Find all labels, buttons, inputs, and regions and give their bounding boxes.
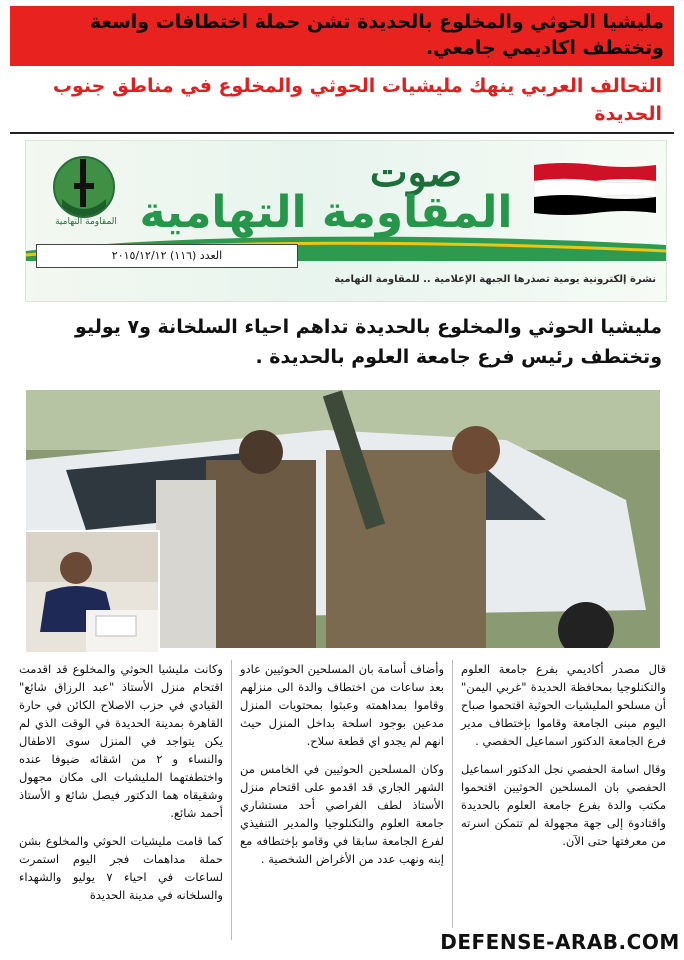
paragraph: كما قامت مليشيات الحوثي والمخلوع بشن حملة مداهمات فجر اليوم استمرت لساعات في احياء ٧ يوليو والشهداء والسلخانه في مدينة الحديدة [19, 834, 223, 902]
article-column-1 [453, 660, 674, 940]
paragraph: وكانت مليشيا الحوثي والمخلوع قد اقدمت اقتحام منزل الأستاذ "عبد الرزاق شائع" القيادي في حزب الاصلاح الكائن في حارة القاهرة بمدينة الحديدة في الوقت الذي لم يكن يتواجد في المنزل سوى الاطفال والنساء و ٢ من اشقائه ضيوفا عنده واختطفتهما المليشيات الى مكان مجهول وشقيقاه هما الدكتور فيصل شائع و الأستاذ أحمد شائع. [19, 662, 223, 820]
logo-caption: المقاومة التهامية [55, 217, 117, 227]
article-headline: مليشيا الحوثي والمخلوع بالحديدة تداهم احياء السلخانة و٧ يوليو وتختطف رئيس فرع جامعة العلوم بالحديدة . [75, 316, 662, 368]
issue-number-date: العدد (١١٦) ٢٠١٥/١٢/١٢ [36, 244, 298, 268]
article-body [10, 660, 674, 940]
academic-portrait [26, 532, 158, 652]
inset-portrait-photo [24, 530, 160, 654]
article-column-2 [232, 660, 453, 940]
paragraph: قال مصدر أكاديمي بفرع جامعة العلوم والتكنلوجيا بمحافظة الحديدة "غربي اليمن" أن مسلحو المليشيات الحوثية اقتحموا صباح اليوم مبنى الجامعة وقاموا بإختطاف مدير فرع الجامعة الدكتور اسماعيل الحفصي . [461, 662, 666, 748]
article-column-3 [11, 660, 232, 940]
masthead [25, 140, 667, 302]
masthead-title: المقاومة التهامية [139, 187, 513, 238]
paragraph: وقال اسامة الحفصي نجل الدكتور اسماعيل الحفصي بان المسلحين الحوثيين اقتحموا مكتب والدة بفرع جامعة العلوم بالحديدة واقتادوة إلى جهة مجهولة لم تتمكن اسرته من معرفتها حتى الآن. [461, 762, 666, 848]
top-banner-headline: مليشيا الحوثي والمخلوع بالحديدة تشن حملة اختطافات واسعة وتختطف اكاديمي جامعي. [10, 6, 674, 66]
site-watermark: DEFENSE-ARAB.COM [440, 930, 680, 954]
paragraph: وكان المسلحين الحوثيين في الخامس من الشهر الجاري قد اقدمو على اقتحام منزل الأستاذ لطف الفراصي أحد مستشاري جامعة العلوم والتكنلوجيا والمدير التنفيذي لفرع الجامعة سابقا في وقامو بإختطافه مع إبنه ونهب عدد من الأغراض الشخصية . [240, 762, 444, 866]
paragraph: وأضاف أسامة بان المسلحين الحوثيين عادو بعد ساعات من اختطاف والدة الى منزلهم وقاموا بمداهمته وعبثوا بمحتويات المنزل مدعين بوجود اسلحة بداخل المنزل حيث انهم لم يجدو اي قطعة سلاح. [240, 662, 444, 748]
masthead-word-sawt: صوت [369, 149, 463, 196]
subheadline: التحالف العربي ينهك مليشيات الحوثي والمخلوع في مناطق جنوب الحديدة [10, 70, 674, 134]
yemen-flag-icon [534, 161, 656, 217]
masthead-tagline: نشرة إلكترونية يومية تصدرها الجبهة الإعلامية .. للمقاومة التهامية [334, 274, 656, 285]
